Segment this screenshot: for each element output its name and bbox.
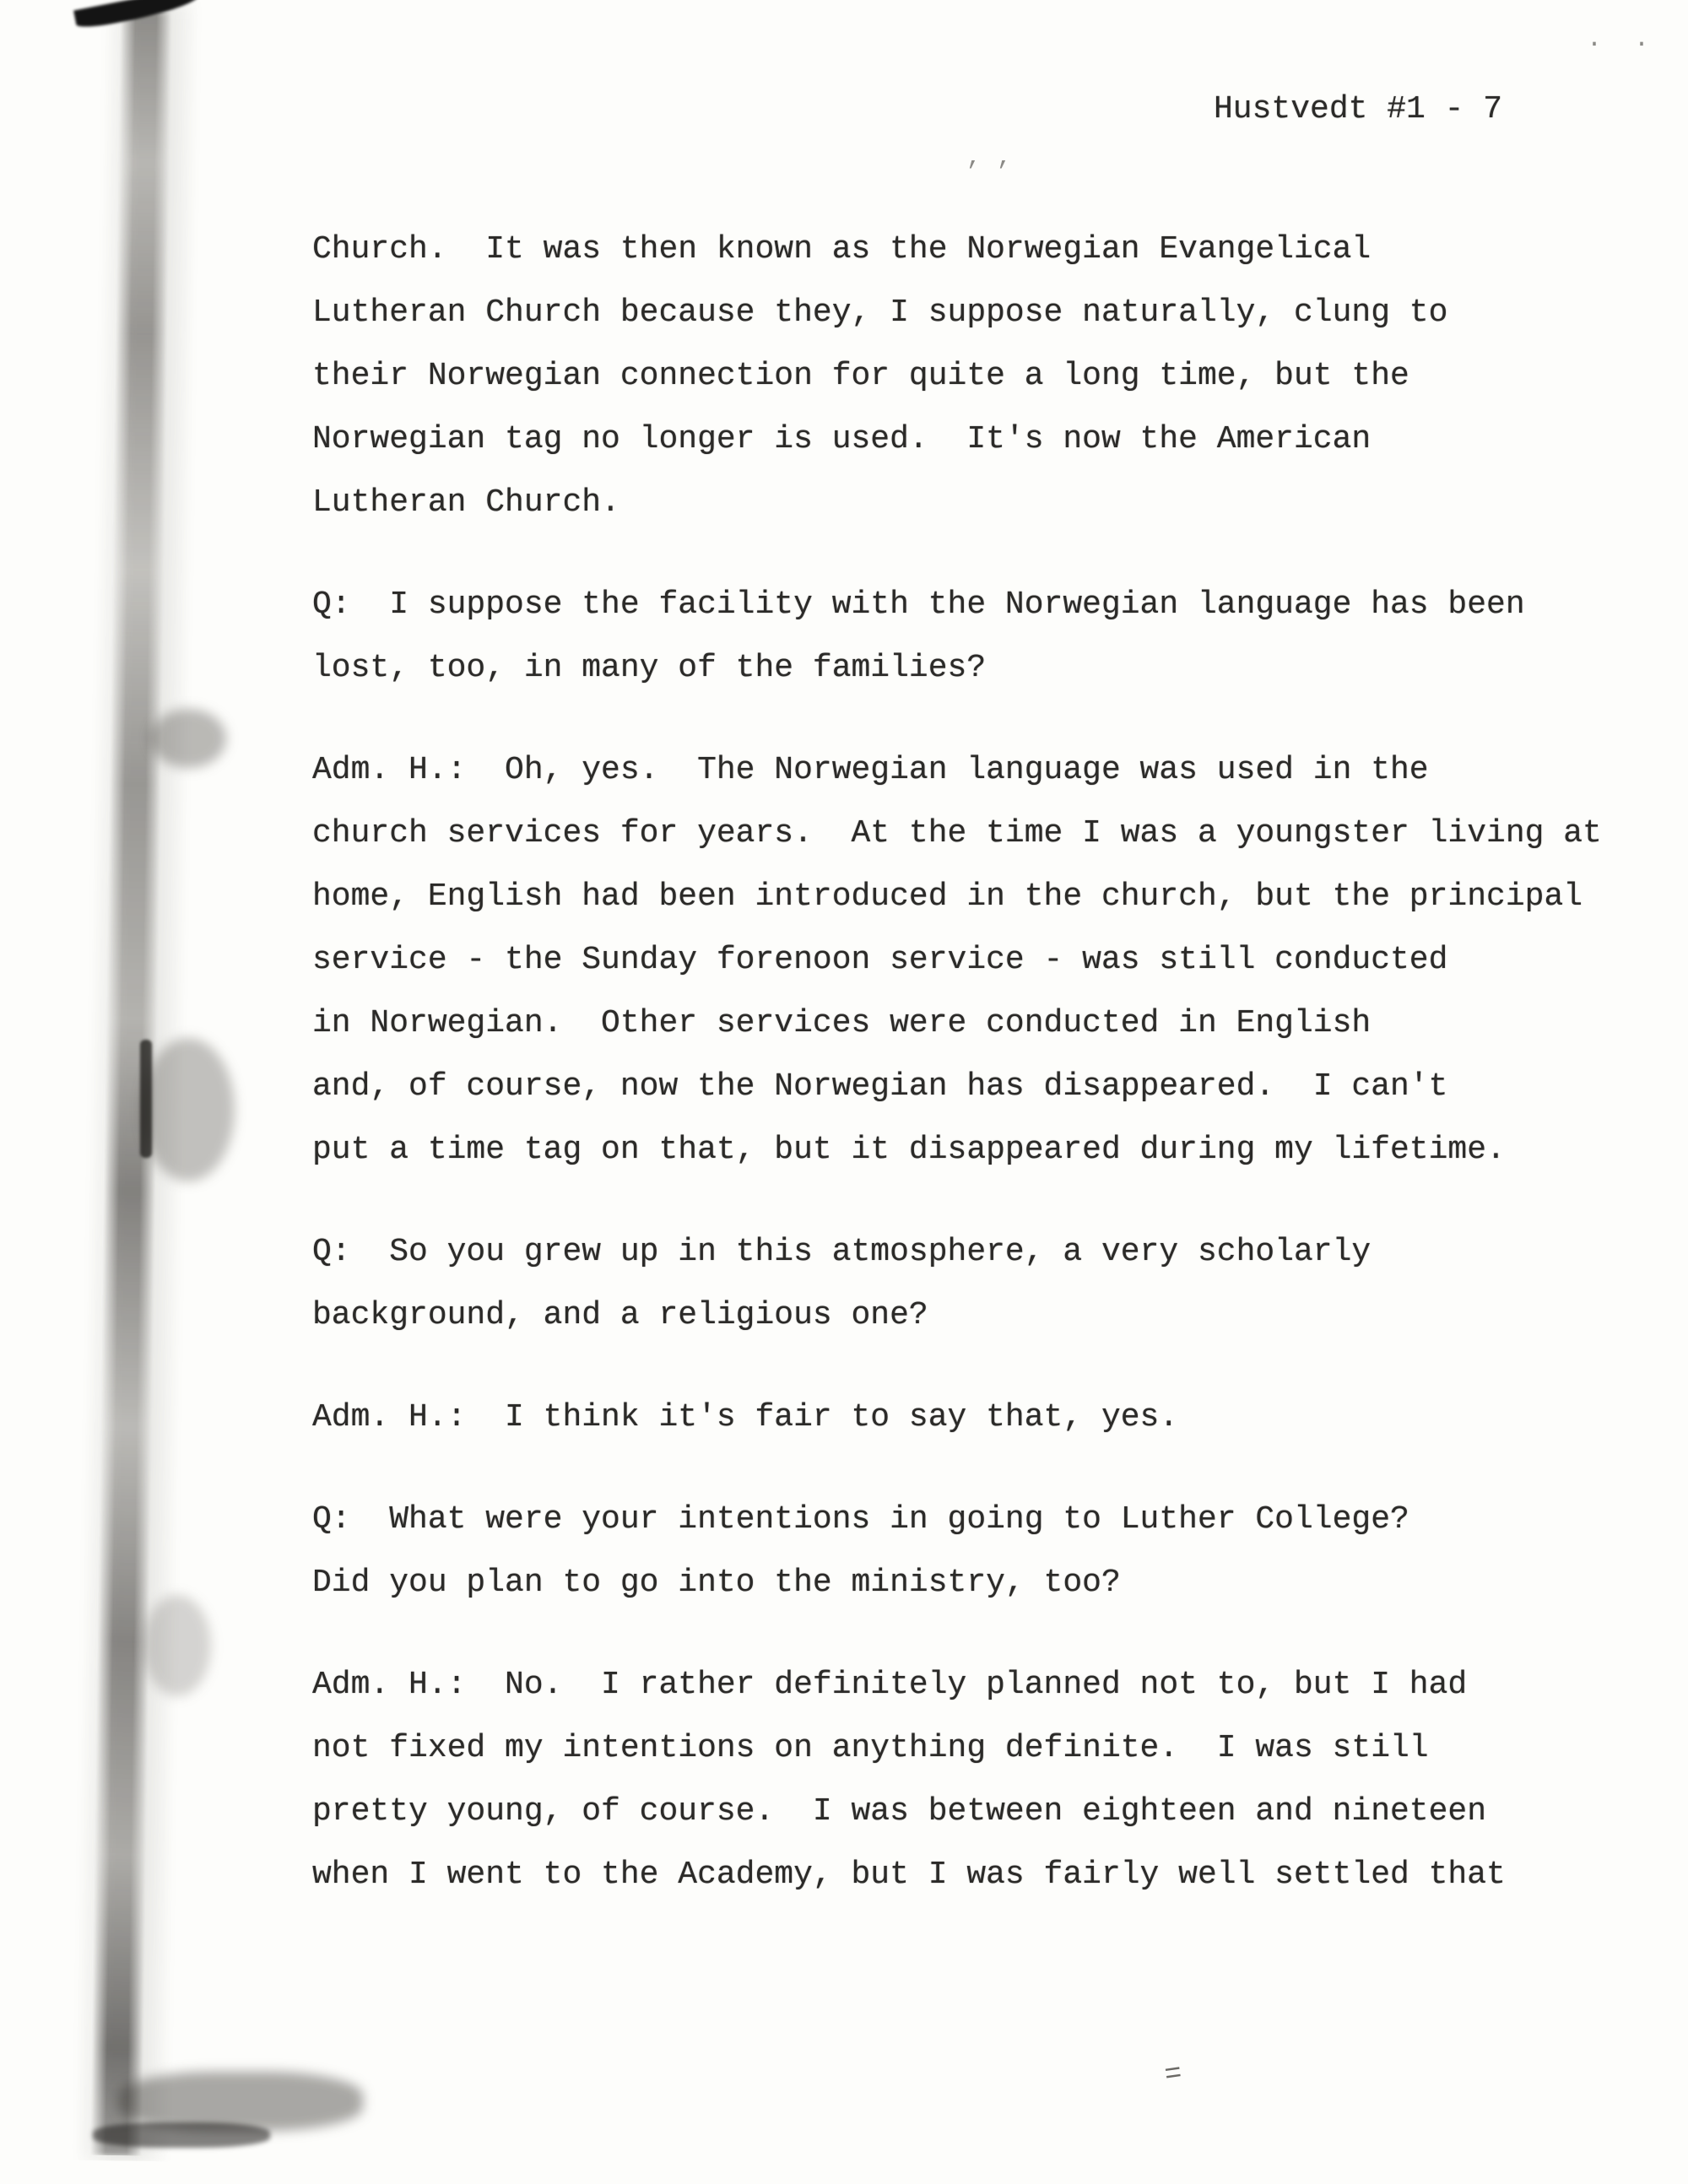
stray-mark: . .: [1587, 25, 1658, 54]
scan-smudge: [150, 709, 226, 768]
transcript: [312, 218, 1663, 1945]
text-line: Q: What were your intentions in going to Luther College?: [312, 1501, 1409, 1538]
text-line: in Norwegian. Other services were conducted in English: [312, 1005, 1372, 1041]
text-line: Adm. H.: Oh, yes. The Norwegian language was used in the: [312, 752, 1429, 788]
paragraph-question: [312, 573, 1663, 700]
text-line: put a time tag on that, but it disappeared during my lifetime.: [312, 1132, 1506, 1168]
text-line: home, English had been introduced in the church, but the principal: [312, 878, 1583, 915]
text-line: Adm. H.: No. I rather definitely planned not to, but I had: [312, 1667, 1468, 1703]
text-line: Q: So you grew up in this atmosphere, a very scholarly: [312, 1234, 1372, 1270]
text-line: pretty young, of course. I was between eighteen and nineteen: [312, 1793, 1487, 1830]
paragraph-answer: [312, 1386, 1663, 1449]
paragraph-question: [312, 1220, 1663, 1347]
text-line: background, and a religious one?: [312, 1297, 928, 1333]
text-line: Lutheran Church.: [312, 484, 620, 521]
scan-smudge: [143, 1595, 211, 1696]
paragraph-answer: [312, 738, 1663, 1181]
text-line: when I went to the Academy, but I was fairly well settled that: [312, 1857, 1506, 1893]
stray-mark: , ,: [966, 143, 1013, 172]
text-line: and, of course, now the Norwegian has disappeared. I can't: [312, 1068, 1448, 1105]
text-line: service - the Sunday forenoon service - was still conducted: [312, 942, 1448, 978]
scan-smudge: [142, 1038, 235, 1181]
scan-smudge: [93, 2122, 270, 2148]
text-line: their Norwegian connection for quite a long time, but the: [312, 358, 1409, 394]
stray-mark: =: [1162, 2057, 1184, 2093]
paragraph: [312, 218, 1663, 534]
paragraph-question: [312, 1488, 1663, 1614]
text-line: Did you plan to go into the ministry, too?: [312, 1565, 1121, 1601]
page-header: Hustvedt #1 - 7: [1214, 91, 1503, 127]
text-line: lost, too, in many of the families?: [312, 650, 987, 686]
scan-smudge: [140, 1040, 152, 1158]
text-line: Q: I suppose the facility with the Norwegian language has been: [312, 587, 1525, 623]
text-line: church services for years. At the time I was a youngster living at: [312, 815, 1602, 851]
text-line: Norwegian tag no longer is used. It's now the American: [312, 421, 1372, 457]
text-line: Adm. H.: I think it's fair to say that, yes.: [312, 1399, 1179, 1435]
text-line: Lutheran Church because they, I suppose naturally, clung to: [312, 295, 1448, 331]
text-line: not fixed my intentions on anything definite. I was still: [312, 1730, 1429, 1766]
text-line: Church. It was then known as the Norwegian Evangelical: [312, 231, 1372, 268]
paragraph-answer: [312, 1653, 1663, 1906]
